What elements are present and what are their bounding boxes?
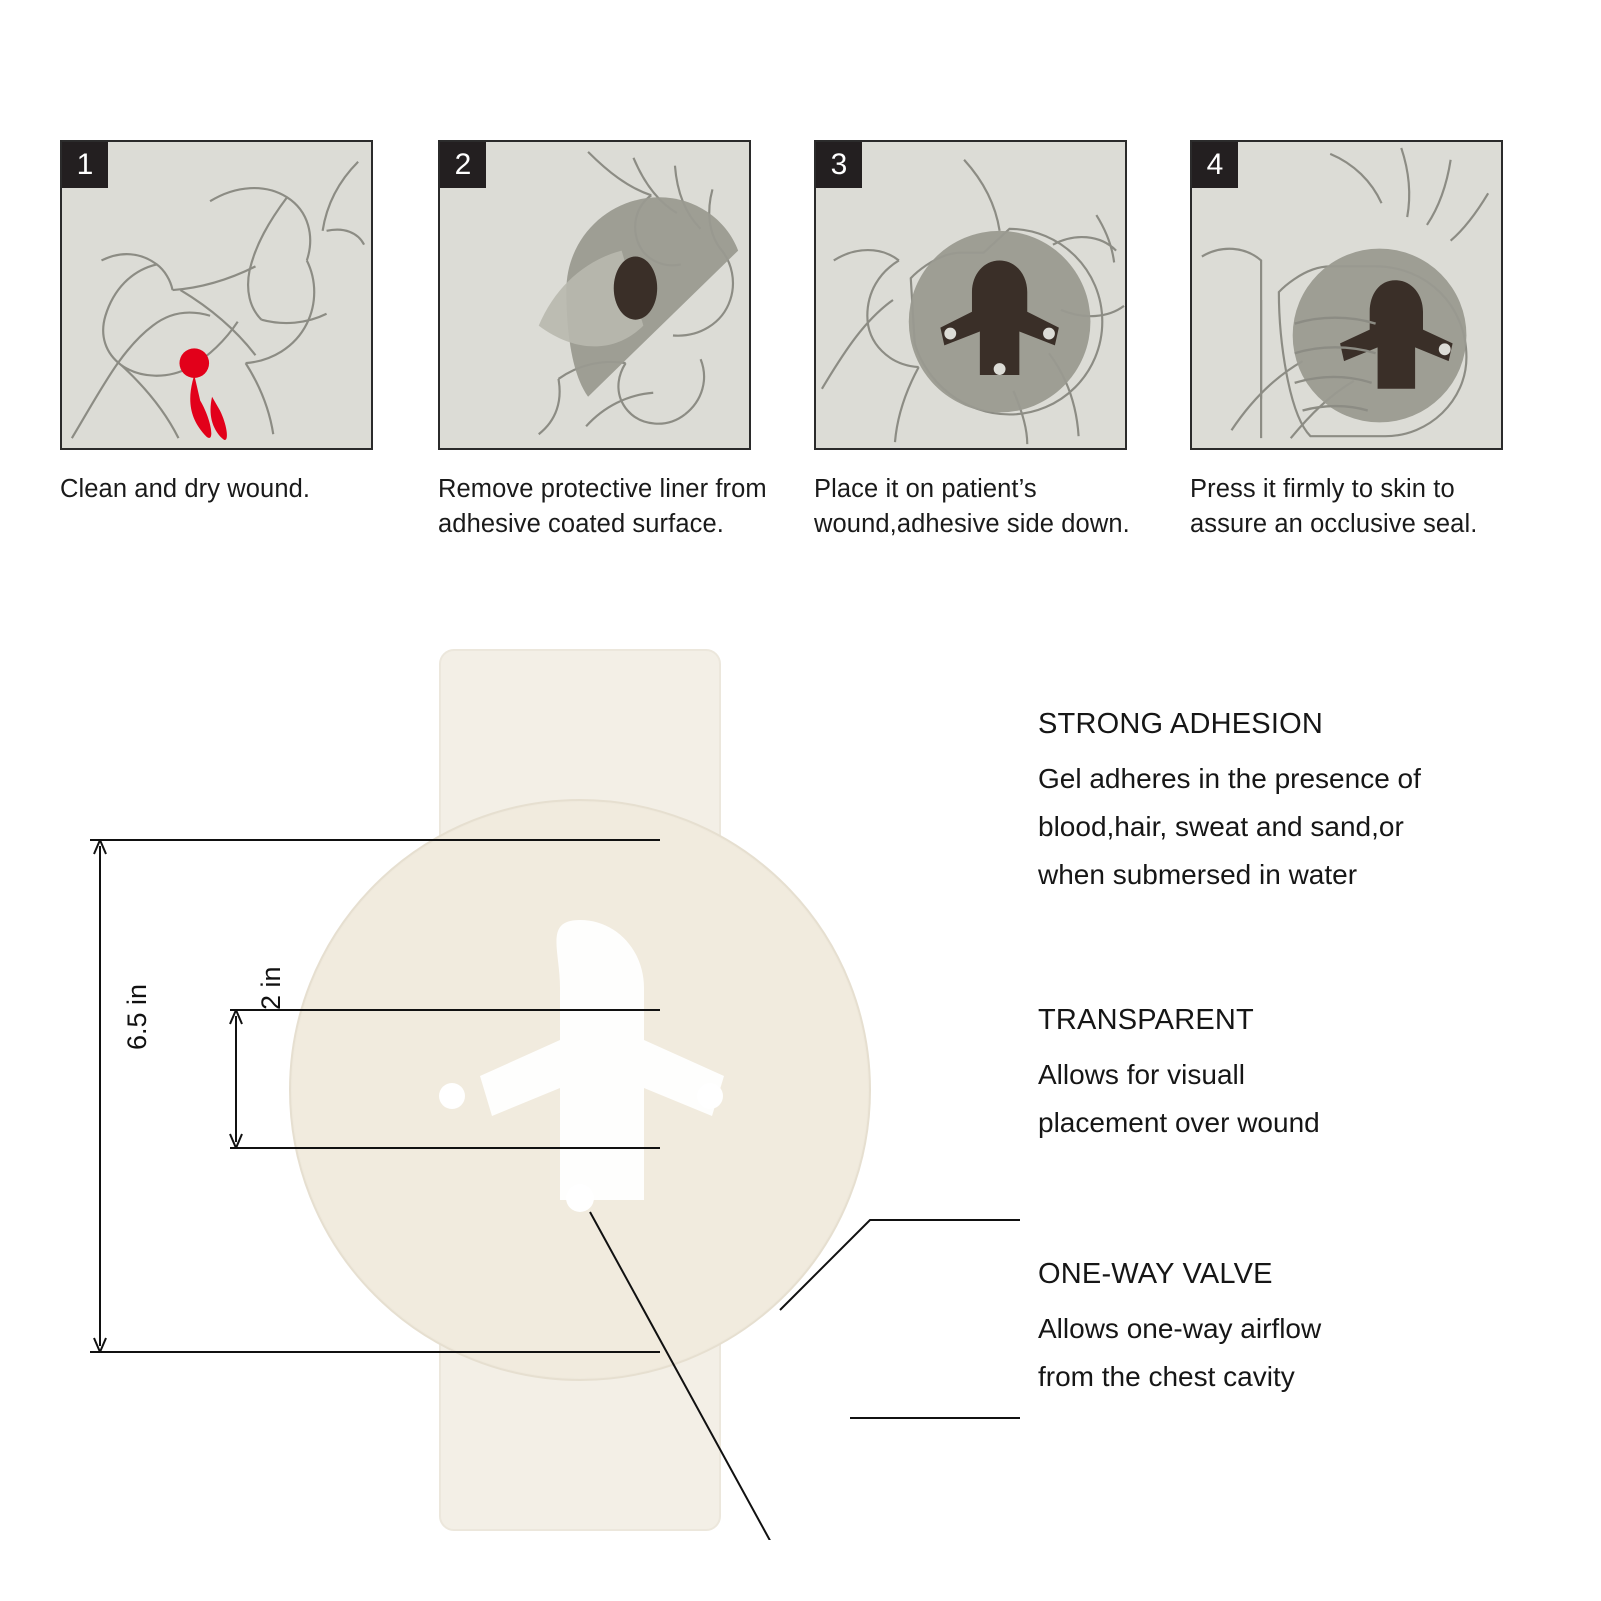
callout-one-way-valve-body — [1038, 1305, 1321, 1401]
step-3-illustration — [814, 140, 1127, 450]
step-3-number: 3 — [816, 142, 862, 188]
step-2 — [438, 140, 768, 542]
step-2-illustration — [438, 140, 751, 450]
callout-line: Allows for visuall — [1038, 1059, 1245, 1090]
gloved-hand-pressing-seal-onto-skin-icon — [1192, 142, 1501, 448]
callout-transparent-body — [1038, 1051, 1320, 1147]
step-4-number: 4 — [1192, 142, 1238, 188]
step-4-illustration — [1190, 140, 1503, 450]
step-2-number: 2 — [440, 142, 486, 188]
step-1-illustration — [60, 140, 373, 450]
callout-one-way-valve-title: ONE-WAY VALVE — [1038, 1258, 1273, 1290]
callout-transparent — [1038, 1004, 1320, 1147]
step-3 — [814, 140, 1144, 542]
feature-callouts — [1020, 660, 1580, 1510]
callout-line: from the chest cavity — [1038, 1361, 1295, 1392]
gloved-hands-placing-seal-on-wound-icon — [816, 142, 1125, 448]
gloved-hands-peeling-liner-from-chest-seal-icon — [440, 142, 749, 448]
callout-line: when submersed in water — [1038, 859, 1358, 890]
callout-strong-adhesion — [1038, 708, 1421, 899]
step-1-number: 1 — [62, 142, 108, 188]
callout-transparent-title: TRANSPARENT — [1038, 1004, 1254, 1036]
callout-strong-adhesion-body — [1038, 755, 1421, 899]
step-3-caption: Place it on patient’s wound,adhesive side down. — [814, 475, 1130, 538]
callout-one-way-valve — [1038, 1258, 1321, 1401]
dimension-label-overall: 6.5 in — [122, 983, 152, 1050]
callout-line: blood,hair, sweat and sand,or — [1038, 811, 1404, 842]
step-1-caption: Clean and dry wound. — [60, 475, 311, 503]
instruction-steps — [0, 140, 1601, 570]
callout-strong-adhesion-title: STRONG ADHESION — [1038, 708, 1323, 740]
product-diagram — [60, 640, 1020, 1540]
callout-line: Gel adheres in the presence of — [1038, 763, 1421, 794]
callout-line: placement over wound — [1038, 1107, 1320, 1138]
callout-line: Allows one-way airflow — [1038, 1313, 1322, 1344]
step-2-caption: Remove protective liner from adhesive coated surface. — [438, 475, 767, 538]
chest-seal-product-svg — [60, 640, 1020, 1540]
dimension-label-valve: 2 in — [256, 966, 286, 1010]
gloved-hands-cleaning-wound-with-blood-drop-icon — [62, 142, 371, 448]
step-4 — [1190, 140, 1520, 542]
step-4-caption: Press it firmly to skin to assure an occlusive seal. — [1190, 475, 1478, 538]
step-1 — [60, 140, 390, 507]
